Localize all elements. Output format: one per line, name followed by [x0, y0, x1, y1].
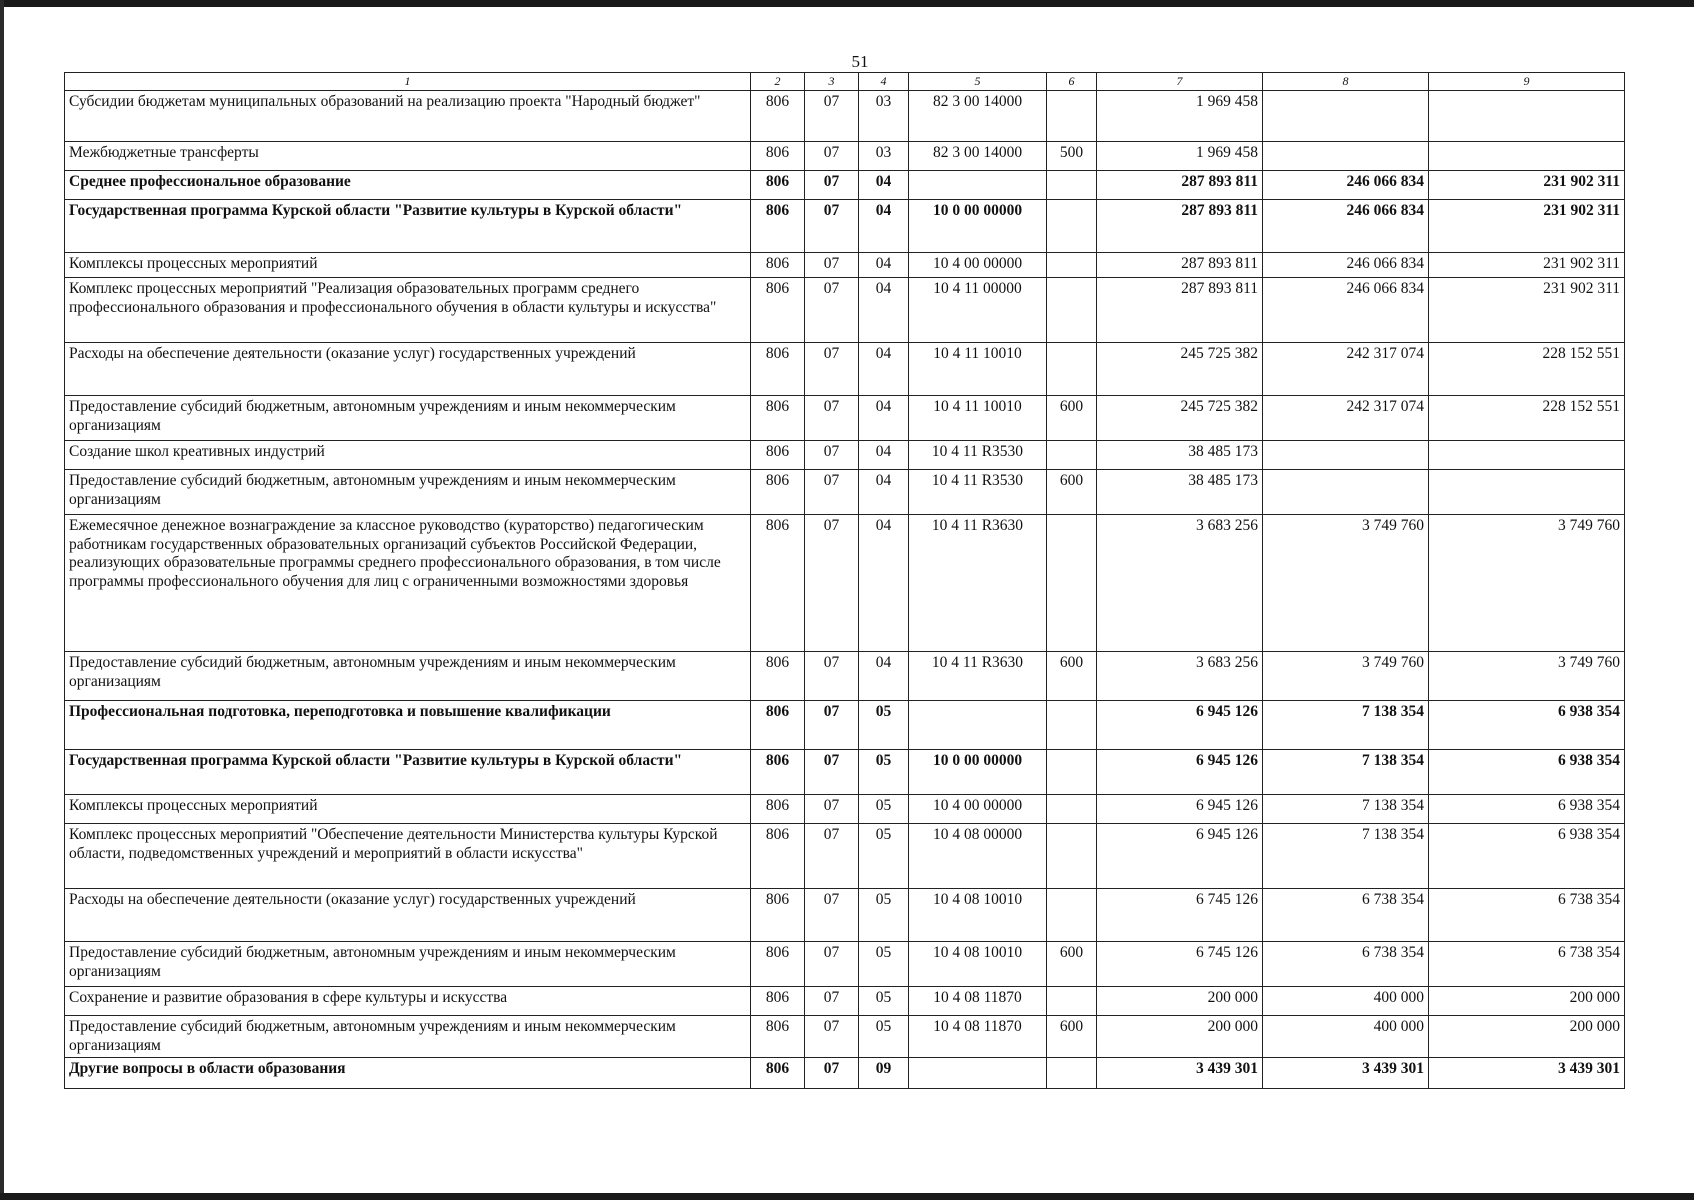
row-col-3: 07	[805, 440, 859, 469]
row-col-4: 09	[859, 1058, 909, 1089]
row-col-8: 7 138 354	[1263, 823, 1429, 888]
row-col-2: 806	[751, 342, 805, 395]
row-name: Государственная программа Курской области "Развитие культуры в Курской области"	[65, 199, 751, 252]
row-col-5: 10 4 11 R3530	[909, 469, 1047, 514]
row-col-4: 05	[859, 749, 909, 794]
row-col-7: 6 945 126	[1097, 794, 1263, 823]
row-col-3: 07	[805, 986, 859, 1015]
row-col-7: 6 745 126	[1097, 941, 1263, 986]
row-col-8: 242 317 074	[1263, 342, 1429, 395]
column-number: 8	[1263, 73, 1429, 91]
row-col-8: 400 000	[1263, 986, 1429, 1015]
row-col-2: 806	[751, 170, 805, 199]
row-col-6	[1047, 823, 1097, 888]
row-col-6: 600	[1047, 651, 1097, 700]
row-col-6: 600	[1047, 395, 1097, 440]
row-col-8	[1263, 90, 1429, 141]
row-col-3: 07	[805, 277, 859, 342]
row-col-9: 200 000	[1429, 1015, 1625, 1058]
row-col-3: 07	[805, 199, 859, 252]
row-col-6: 500	[1047, 141, 1097, 170]
row-col-5: 10 4 11 R3530	[909, 440, 1047, 469]
row-col-3: 07	[805, 90, 859, 141]
row-col-8: 246 066 834	[1263, 170, 1429, 199]
row-col-8: 400 000	[1263, 1015, 1429, 1058]
row-col-5: 82 3 00 14000	[909, 90, 1047, 141]
table-row	[65, 277, 1625, 342]
row-name: Предоставление субсидий бюджетным, автономным учреждениям и иным некоммерческим организациям	[65, 651, 751, 700]
row-col-2: 806	[751, 651, 805, 700]
row-name: Межбюджетные трансферты	[65, 141, 751, 170]
row-col-5: 10 4 08 11870	[909, 986, 1047, 1015]
row-col-9: 6 938 354	[1429, 700, 1625, 749]
row-col-2: 806	[751, 1058, 805, 1089]
row-name: Ежемесячное денежное вознаграждение за классное руководство (кураторство) педагогическим работникам государственных образовательных организаций субъектов Российской Федерации, реализующих образовательные программы среднего профессионального образования, в том числе программы профессионального обучения для лиц с ограниченными возможностями здоровья	[65, 514, 751, 651]
scan-border-top	[0, 0, 1694, 7]
row-col-9: 228 152 551	[1429, 395, 1625, 440]
row-col-6	[1047, 252, 1097, 277]
row-col-3: 07	[805, 700, 859, 749]
row-col-6: 600	[1047, 1015, 1097, 1058]
row-col-9	[1429, 141, 1625, 170]
row-col-9: 231 902 311	[1429, 277, 1625, 342]
row-col-6	[1047, 888, 1097, 941]
row-col-7: 287 893 811	[1097, 252, 1263, 277]
table-row	[65, 199, 1625, 252]
row-col-9: 6 938 354	[1429, 794, 1625, 823]
row-col-6: 600	[1047, 469, 1097, 514]
row-col-3: 07	[805, 252, 859, 277]
row-col-2: 806	[751, 440, 805, 469]
row-col-6	[1047, 90, 1097, 141]
row-col-8: 242 317 074	[1263, 395, 1429, 440]
row-col-5: 10 4 11 R3630	[909, 514, 1047, 651]
row-col-3: 07	[805, 1015, 859, 1058]
row-col-3: 07	[805, 941, 859, 986]
row-col-9	[1429, 440, 1625, 469]
table-row	[65, 141, 1625, 170]
row-col-2: 806	[751, 252, 805, 277]
row-col-4: 04	[859, 342, 909, 395]
row-col-4: 04	[859, 514, 909, 651]
row-col-7: 287 893 811	[1097, 170, 1263, 199]
column-number: 2	[751, 73, 805, 91]
table-row	[65, 469, 1625, 514]
row-col-2: 806	[751, 941, 805, 986]
row-col-7: 200 000	[1097, 986, 1263, 1015]
row-col-8: 7 138 354	[1263, 794, 1429, 823]
row-col-4: 05	[859, 1015, 909, 1058]
row-col-2: 806	[751, 469, 805, 514]
row-col-4: 04	[859, 651, 909, 700]
row-name: Предоставление субсидий бюджетным, автономным учреждениям и иным некоммерческим организациям	[65, 395, 751, 440]
row-col-3: 07	[805, 141, 859, 170]
row-col-7: 6 945 126	[1097, 749, 1263, 794]
row-col-8: 246 066 834	[1263, 277, 1429, 342]
row-col-9	[1429, 469, 1625, 514]
column-number: 4	[859, 73, 909, 91]
scan-border-bottom	[0, 1193, 1694, 1200]
table-row	[65, 252, 1625, 277]
table-row	[65, 395, 1625, 440]
row-col-3: 07	[805, 888, 859, 941]
row-name: Создание школ креативных индустрий	[65, 440, 751, 469]
column-number: 3	[805, 73, 859, 91]
row-col-5	[909, 700, 1047, 749]
row-col-5: 10 0 00 00000	[909, 199, 1047, 252]
row-name: Сохранение и развитие образования в сфере культуры и искусства	[65, 986, 751, 1015]
row-name: Субсидии бюджетам муниципальных образований на реализацию проекта "Народный бюджет"	[65, 90, 751, 141]
row-col-3: 07	[805, 469, 859, 514]
row-col-8: 3 439 301	[1263, 1058, 1429, 1089]
row-col-2: 806	[751, 395, 805, 440]
row-col-2: 806	[751, 141, 805, 170]
row-col-3: 07	[805, 749, 859, 794]
row-col-7: 6 745 126	[1097, 888, 1263, 941]
row-col-4: 04	[859, 440, 909, 469]
column-number: 9	[1429, 73, 1625, 91]
row-col-9: 6 738 354	[1429, 888, 1625, 941]
row-col-2: 806	[751, 199, 805, 252]
row-col-8: 246 066 834	[1263, 252, 1429, 277]
row-col-4: 03	[859, 90, 909, 141]
row-col-7: 1 969 458	[1097, 141, 1263, 170]
table-row	[65, 794, 1625, 823]
row-col-3: 07	[805, 1058, 859, 1089]
row-col-5: 10 4 11 00000	[909, 277, 1047, 342]
row-col-7: 6 945 126	[1097, 700, 1263, 749]
column-number-header-row	[65, 73, 1625, 91]
row-col-8	[1263, 440, 1429, 469]
row-col-2: 806	[751, 700, 805, 749]
row-col-4: 04	[859, 170, 909, 199]
row-name: Комплексы процессных мероприятий	[65, 794, 751, 823]
row-col-9: 228 152 551	[1429, 342, 1625, 395]
row-col-4: 03	[859, 141, 909, 170]
row-col-3: 07	[805, 651, 859, 700]
row-col-3: 07	[805, 395, 859, 440]
row-col-2: 806	[751, 986, 805, 1015]
row-col-4: 05	[859, 986, 909, 1015]
row-name: Расходы на обеспечение деятельности (оказание услуг) государственных учреждений	[65, 342, 751, 395]
row-col-2: 806	[751, 90, 805, 141]
row-col-3: 07	[805, 823, 859, 888]
row-col-4: 05	[859, 823, 909, 888]
row-name: Комплекс процессных мероприятий "Реализация образовательных программ среднего профессионального образования и профессионального обучения в области культуры и искусства"	[65, 277, 751, 342]
row-col-6	[1047, 199, 1097, 252]
row-col-7: 3 439 301	[1097, 1058, 1263, 1089]
row-col-2: 806	[751, 823, 805, 888]
row-col-3: 07	[805, 342, 859, 395]
row-col-8	[1263, 141, 1429, 170]
row-col-6	[1047, 342, 1097, 395]
row-name: Комплекс процессных мероприятий "Обеспечение деятельности Министерства культуры Курской области, подведомственных учреждений и мероприятий в области искусства"	[65, 823, 751, 888]
row-col-4: 05	[859, 941, 909, 986]
table-row	[65, 651, 1625, 700]
row-col-4: 04	[859, 252, 909, 277]
row-col-5: 82 3 00 14000	[909, 141, 1047, 170]
row-col-6	[1047, 794, 1097, 823]
row-col-5: 10 4 00 00000	[909, 794, 1047, 823]
row-name: Среднее профессиональное образование	[65, 170, 751, 199]
row-col-5: 10 4 08 00000	[909, 823, 1047, 888]
row-name: Предоставление субсидий бюджетным, автономным учреждениям и иным некоммерческим организациям	[65, 941, 751, 986]
row-col-7: 1 969 458	[1097, 90, 1263, 141]
row-col-2: 806	[751, 1015, 805, 1058]
row-col-6	[1047, 514, 1097, 651]
row-col-8: 7 138 354	[1263, 749, 1429, 794]
row-col-9: 231 902 311	[1429, 170, 1625, 199]
row-col-2: 806	[751, 888, 805, 941]
row-col-5	[909, 1058, 1047, 1089]
row-name: Предоставление субсидий бюджетным, автономным учреждениям и иным некоммерческим организациям	[65, 469, 751, 514]
row-col-9: 6 738 354	[1429, 941, 1625, 986]
row-col-7: 3 683 256	[1097, 651, 1263, 700]
row-col-8	[1263, 469, 1429, 514]
row-name: Предоставление субсидий бюджетным, автономным учреждениям и иным некоммерческим организациям	[65, 1015, 751, 1058]
row-col-8: 7 138 354	[1263, 700, 1429, 749]
page-number: 51	[851, 52, 869, 71]
table-row	[65, 342, 1625, 395]
table-row	[65, 440, 1625, 469]
row-col-5: 10 4 08 10010	[909, 888, 1047, 941]
row-col-7: 200 000	[1097, 1015, 1263, 1058]
table-row	[65, 941, 1625, 986]
row-col-8: 6 738 354	[1263, 888, 1429, 941]
row-col-8: 3 749 760	[1263, 651, 1429, 700]
row-col-4: 05	[859, 700, 909, 749]
row-col-5: 10 4 00 00000	[909, 252, 1047, 277]
scan-border-left	[0, 0, 4, 1200]
row-col-7: 38 485 173	[1097, 440, 1263, 469]
row-name: Профессиональная подготовка, переподготовка и повышение квалификации	[65, 700, 751, 749]
row-name: Другие вопросы в области образования	[65, 1058, 751, 1089]
row-col-6	[1047, 986, 1097, 1015]
table-row	[65, 1058, 1625, 1089]
row-col-2: 806	[751, 514, 805, 651]
row-col-4: 05	[859, 888, 909, 941]
table-row	[65, 170, 1625, 199]
table-row	[65, 986, 1625, 1015]
row-col-7: 287 893 811	[1097, 277, 1263, 342]
row-col-9	[1429, 90, 1625, 141]
row-col-3: 07	[805, 794, 859, 823]
row-col-2: 806	[751, 277, 805, 342]
row-col-9: 231 902 311	[1429, 199, 1625, 252]
column-number: 7	[1097, 73, 1263, 91]
row-col-9: 6 938 354	[1429, 749, 1625, 794]
budget-table	[64, 72, 1625, 1089]
row-col-8: 246 066 834	[1263, 199, 1429, 252]
row-col-6	[1047, 170, 1097, 199]
row-col-8: 6 738 354	[1263, 941, 1429, 986]
table-row	[65, 514, 1625, 651]
row-col-5: 10 0 00 00000	[909, 749, 1047, 794]
column-number: 5	[909, 73, 1047, 91]
row-col-6: 600	[1047, 941, 1097, 986]
row-col-9: 3 439 301	[1429, 1058, 1625, 1089]
row-col-4: 05	[859, 794, 909, 823]
row-col-4: 04	[859, 395, 909, 440]
row-col-6	[1047, 1058, 1097, 1089]
row-name: Расходы на обеспечение деятельности (оказание услуг) государственных учреждений	[65, 888, 751, 941]
row-col-9: 6 938 354	[1429, 823, 1625, 888]
row-col-6	[1047, 277, 1097, 342]
row-col-6	[1047, 749, 1097, 794]
row-col-8: 3 749 760	[1263, 514, 1429, 651]
row-col-3: 07	[805, 514, 859, 651]
table-row	[65, 1015, 1625, 1058]
table-row	[65, 700, 1625, 749]
row-col-7: 3 683 256	[1097, 514, 1263, 651]
column-number: 6	[1047, 73, 1097, 91]
row-col-5: 10 4 11 R3630	[909, 651, 1047, 700]
row-col-5: 10 4 08 10010	[909, 941, 1047, 986]
column-number: 1	[65, 73, 751, 91]
table-row	[65, 90, 1625, 141]
row-col-5	[909, 170, 1047, 199]
row-col-9: 3 749 760	[1429, 514, 1625, 651]
row-col-9: 200 000	[1429, 986, 1625, 1015]
row-col-2: 806	[751, 794, 805, 823]
row-col-4: 04	[859, 277, 909, 342]
row-col-6	[1047, 700, 1097, 749]
row-col-9: 231 902 311	[1429, 252, 1625, 277]
table-row	[65, 749, 1625, 794]
row-col-4: 04	[859, 469, 909, 514]
row-name: Государственная программа Курской области "Развитие культуры в Курской области"	[65, 749, 751, 794]
row-col-9: 3 749 760	[1429, 651, 1625, 700]
row-col-7: 38 485 173	[1097, 469, 1263, 514]
row-col-6	[1047, 440, 1097, 469]
row-name: Комплексы процессных мероприятий	[65, 252, 751, 277]
row-col-7: 245 725 382	[1097, 342, 1263, 395]
row-col-7: 6 945 126	[1097, 823, 1263, 888]
row-col-5: 10 4 11 10010	[909, 342, 1047, 395]
row-col-2: 806	[751, 749, 805, 794]
row-col-4: 04	[859, 199, 909, 252]
row-col-7: 287 893 811	[1097, 199, 1263, 252]
row-col-5: 10 4 11 10010	[909, 395, 1047, 440]
row-col-7: 245 725 382	[1097, 395, 1263, 440]
table-row	[65, 823, 1625, 888]
table-row	[65, 888, 1625, 941]
row-col-5: 10 4 08 11870	[909, 1015, 1047, 1058]
row-col-3: 07	[805, 170, 859, 199]
